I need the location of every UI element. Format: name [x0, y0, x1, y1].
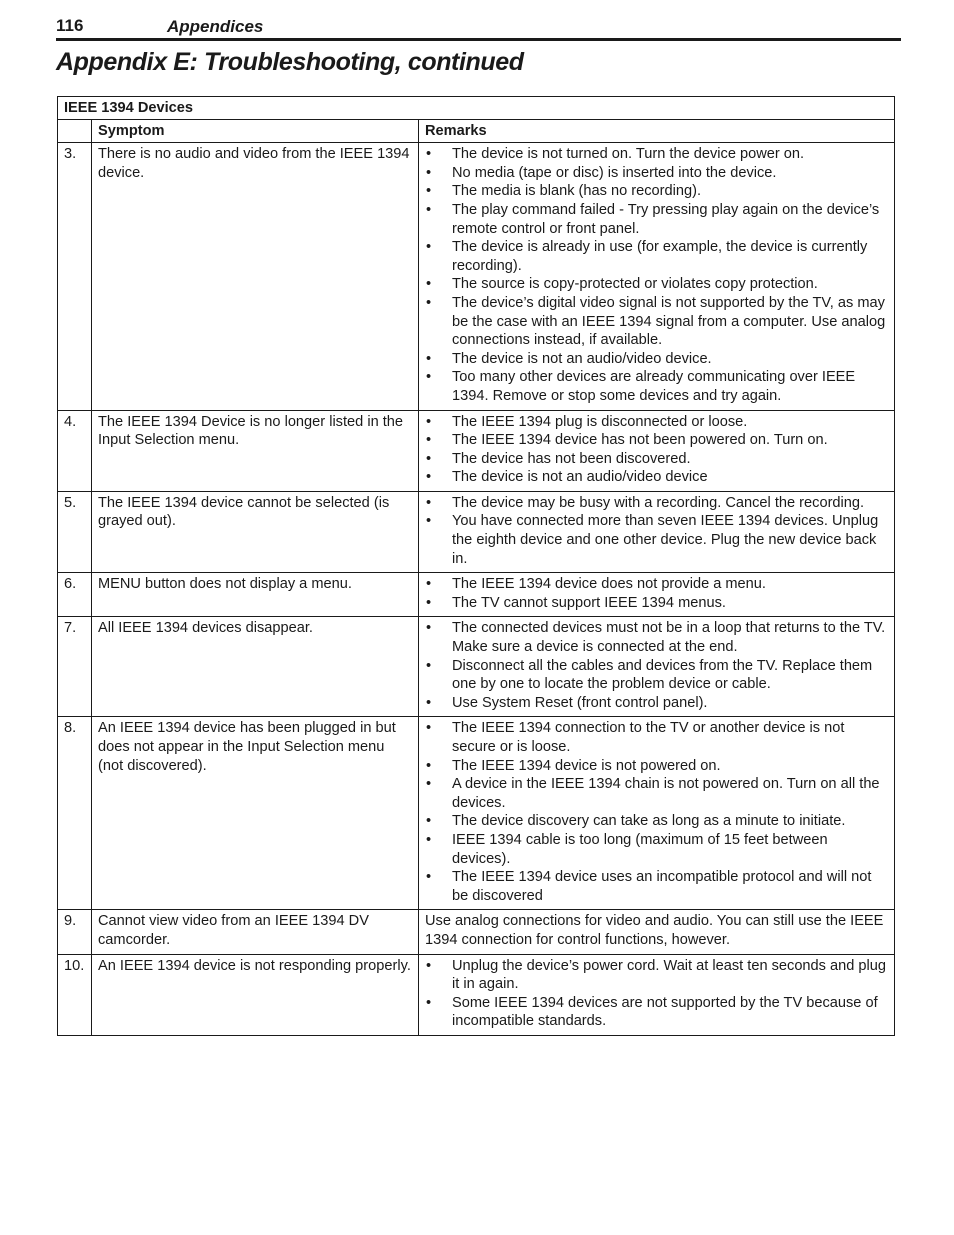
- remark-item: [425, 619, 888, 656]
- bullet-icon: •: [426, 276, 432, 293]
- bullet-icon: •: [426, 757, 432, 774]
- remarks-list: [425, 957, 888, 1031]
- table-row: [58, 617, 895, 717]
- remark-text: The media is blank (has no recording).: [452, 183, 702, 200]
- remarks-cell: [419, 143, 895, 410]
- bullet-icon: •: [426, 413, 432, 430]
- remark-item: [425, 812, 888, 831]
- row-number: 3.: [58, 143, 92, 410]
- page-title: Appendix E: Troubleshooting, continued: [56, 48, 524, 76]
- remarks-cell: [419, 954, 895, 1035]
- bullet-icon: •: [426, 146, 432, 163]
- row-number: 6.: [58, 573, 92, 617]
- remark-item: [425, 694, 888, 713]
- table-row: [58, 717, 895, 910]
- bullet-icon: •: [426, 450, 432, 467]
- row-number: 9.: [58, 910, 92, 954]
- remarks-column-header: Remarks: [419, 119, 895, 143]
- remark-text: The device may be busy with a recording. Cancel the recording.: [452, 494, 865, 511]
- remark-text: The IEEE 1394 device is not powered on.: [452, 757, 721, 774]
- remark-item: [425, 775, 888, 812]
- remarks-cell: [419, 573, 895, 617]
- bullet-icon: •: [426, 369, 432, 386]
- remark-item: [425, 201, 888, 238]
- table-title: IEEE 1394 Devices: [58, 97, 895, 120]
- table-row: [58, 954, 895, 1035]
- remark-text: A device in the IEEE 1394 chain is not powered on. Turn on all the devices.: [452, 776, 880, 811]
- bullet-icon: •: [426, 239, 432, 256]
- symptom-cell: MENU button does not display a menu.: [92, 573, 419, 617]
- bullet-icon: •: [426, 994, 432, 1011]
- remark-item: [425, 512, 888, 568]
- symptom-cell: An IEEE 1394 device is not responding properly.: [92, 954, 419, 1035]
- remark-text: No media (tape or disc) is inserted into the device.: [452, 164, 777, 181]
- bullet-icon: •: [426, 594, 432, 611]
- column-header-row: [58, 119, 895, 143]
- table-row: [58, 491, 895, 572]
- row-number: 7.: [58, 617, 92, 717]
- remark-text: The device discovery can take as long as a minute to initiate.: [452, 813, 846, 830]
- bullet-icon: •: [426, 294, 432, 311]
- remark-text: The IEEE 1394 device has not been powered on. Turn on.: [452, 432, 828, 449]
- remark-item: [425, 275, 888, 294]
- remark-text: Too many other devices are already communicating over IEEE 1394. Remove or stop some devices and try again.: [452, 369, 856, 404]
- bullet-icon: •: [426, 694, 432, 711]
- remark-item: [425, 431, 888, 450]
- remark-text: Disconnect all the cables and devices from the TV. Replace them one by one to locate the problem device or cable.: [452, 657, 873, 693]
- bullet-icon: •: [426, 513, 432, 530]
- table-body: [58, 97, 895, 1036]
- bullet-icon: •: [426, 164, 432, 181]
- remark-text: The IEEE 1394 device does not provide a menu.: [452, 576, 766, 593]
- table-row: [58, 573, 895, 617]
- bullet-icon: •: [426, 201, 432, 218]
- remark-text: Unplug the device’s power cord. Wait at least ten seconds and plug it in again.: [452, 957, 887, 993]
- remark-item: [425, 182, 888, 201]
- remarks-cell: [419, 717, 895, 910]
- bullet-icon: •: [426, 620, 432, 637]
- remark-item: [425, 350, 888, 369]
- remarks-cell: [419, 410, 895, 491]
- symptom-column-header: Symptom: [92, 119, 419, 143]
- remark-text: Some IEEE 1394 devices are not supported by the TV because of incompatible standards.: [452, 994, 878, 1030]
- remark-item: [425, 238, 888, 275]
- remarks-list: [425, 145, 888, 405]
- remark-item: [425, 145, 888, 164]
- remarks-list: [425, 575, 888, 612]
- remark-item: [425, 957, 888, 994]
- bullet-icon: •: [426, 469, 432, 486]
- bullet-icon: •: [426, 494, 432, 511]
- symptom-cell: The IEEE 1394 device cannot be selected (is grayed out).: [92, 491, 419, 572]
- remark-item: [425, 868, 888, 905]
- remarks-list: [425, 619, 888, 712]
- remarks-list: [425, 719, 888, 905]
- remark-item: [425, 719, 888, 756]
- remarks-list: [425, 494, 888, 568]
- remark-text: The source is copy-protected or violates copy protection.: [452, 276, 818, 293]
- page-header: [56, 14, 901, 41]
- remark-text: You have connected more than seven IEEE 1394 devices. Unplug the eighth device and one other device. Plug the new device back in.: [452, 513, 879, 567]
- bullet-icon: •: [426, 831, 432, 848]
- row-number: 10.: [58, 954, 92, 1035]
- remark-text: The IEEE 1394 connection to the TV or another device is not secure or is loose.: [452, 720, 845, 755]
- remark-item: [425, 164, 888, 183]
- remarks-cell: [419, 617, 895, 717]
- remark-text: The TV cannot support IEEE 1394 menus.: [452, 594, 726, 611]
- bullet-icon: •: [426, 776, 432, 793]
- remark-item: [425, 994, 888, 1031]
- remark-item: [425, 575, 888, 594]
- remark-text: The device is not turned on. Turn the device power on.: [452, 146, 805, 163]
- remark-item: [425, 294, 888, 350]
- bullet-icon: •: [426, 813, 432, 830]
- remarks-cell: [419, 491, 895, 572]
- remark-text: Use System Reset (front control panel).: [452, 694, 708, 711]
- remark-text: IEEE 1394 cable is too long (maximum of 15 feet between devices).: [452, 831, 828, 867]
- row-number: 4.: [58, 410, 92, 491]
- row-number: 5.: [58, 491, 92, 572]
- remark-item: [425, 494, 888, 513]
- symptom-cell: There is no audio and video from the IEEE 1394 device.: [92, 143, 419, 410]
- remarks-list: [425, 413, 888, 487]
- remark-text: The play command failed - Try pressing play again on the device’s remote control or front panel.: [452, 201, 880, 237]
- troubleshooting-table: [57, 96, 895, 1036]
- table-row: [58, 143, 895, 410]
- bullet-icon: •: [426, 869, 432, 886]
- remark-item: [425, 831, 888, 868]
- table-row: [58, 910, 895, 954]
- remark-text: The connected devices must not be in a loop that returns to the TV. Make sure a device is connected at the end.: [452, 620, 886, 656]
- remark-item: [425, 468, 888, 487]
- symptom-cell: All IEEE 1394 devices disappear.: [92, 617, 419, 717]
- remark-text: The device is not an audio/video device.: [452, 350, 712, 367]
- symptom-cell: An IEEE 1394 device has been plugged in but does not appear in the Input Selection menu (not discovered).: [92, 717, 419, 910]
- bullet-icon: •: [426, 657, 432, 674]
- bullet-icon: •: [426, 576, 432, 593]
- remark-item: [425, 368, 888, 405]
- remark-item: [425, 413, 888, 432]
- remark-text: The device’s digital video signal is not supported by the TV, as may be the case with an IEEE 1394 signal from a computer. Use analog connections instead, if available.: [452, 294, 886, 349]
- remark-text: Use analog connections for video and audio. You can still use the IEEE 1394 connection for control functions, however.: [425, 913, 884, 948]
- row-number: 8.: [58, 717, 92, 910]
- remark-text: The device has not been discovered.: [452, 450, 691, 467]
- page-number: 116: [56, 16, 84, 35]
- bullet-icon: •: [426, 957, 432, 974]
- bullet-icon: •: [426, 432, 432, 449]
- table-row: [58, 410, 895, 491]
- symptom-cell: The IEEE 1394 Device is no longer listed in the Input Selection menu.: [92, 410, 419, 491]
- remark-text: The IEEE 1394 plug is disconnected or loose.: [452, 413, 748, 430]
- remark-item: [425, 450, 888, 469]
- table-title-row: [58, 97, 895, 120]
- remark-item: [425, 757, 888, 776]
- remark-text: The IEEE 1394 device uses an incompatible protocol and will not be discovered: [452, 869, 872, 904]
- bullet-icon: •: [426, 350, 432, 367]
- bullet-icon: •: [426, 183, 432, 200]
- remark-text: The device is not an audio/video device: [452, 469, 708, 486]
- symptom-cell: Cannot view video from an IEEE 1394 DV camcorder.: [92, 910, 419, 954]
- remark-item: [425, 657, 888, 694]
- remark-item: [425, 594, 888, 613]
- bullet-icon: •: [426, 720, 432, 737]
- remarks-cell: [419, 910, 895, 954]
- section-name: Appendices: [167, 17, 264, 36]
- remark-text: The device is already in use (for example, the device is currently recording).: [452, 239, 868, 274]
- number-column-header: [58, 119, 92, 143]
